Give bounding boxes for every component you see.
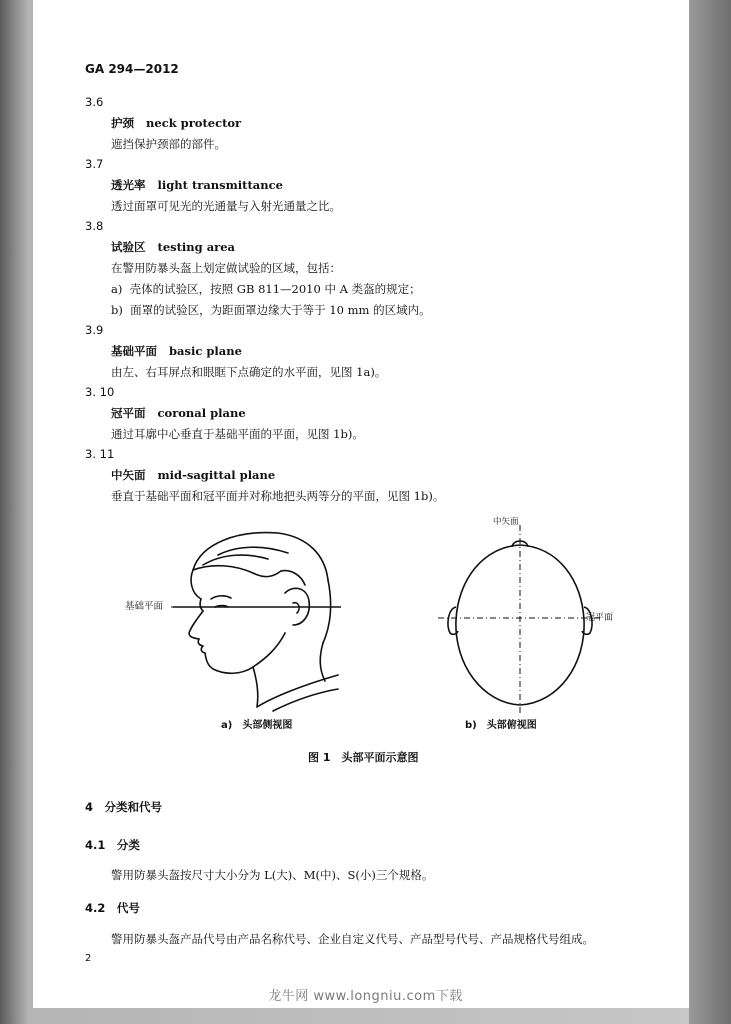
term-3-7: 透光率 light transmittance	[111, 178, 283, 192]
standard-number: GA 294—2012	[85, 62, 179, 76]
definition-3-11: 垂直于基础平面和冠平面并对称地把头两等分的平面，见图 1b)。	[111, 489, 445, 503]
label-coronal: 冠平面	[586, 613, 614, 623]
list-item-b: b) 面罩的试验区，为距面罩边缘大于等于 10 mm 的区域内。	[111, 303, 431, 317]
subcaption-a: a) 头部侧视图	[221, 720, 293, 731]
definition-3-10: 通过耳廓中心垂直于基础平面的平面，见图 1b)。	[111, 427, 364, 441]
figure-caption: 图 1 头部平面示意图	[308, 751, 419, 764]
definition-3-6: 遮挡保护颈部的部件。	[111, 137, 226, 151]
head-top-view-drawing	[428, 525, 613, 725]
term-3-8: 试验区 testing area	[111, 240, 235, 254]
chapter-4-heading: 4 分类和代号	[85, 800, 163, 814]
term-3-10: 冠平面 coronal plane	[111, 406, 246, 420]
site-watermark-footer: 龙牛网 www.longniu.com下载	[268, 989, 463, 1004]
page-number: 2	[85, 953, 92, 964]
term-3-9: 基础平面 basic plane	[111, 344, 242, 358]
section-4-1-heading: 4.1 分类	[85, 838, 140, 852]
document-page	[33, 0, 689, 1008]
basic-plane-leader	[171, 606, 181, 608]
section-3-6-number: 3.6	[85, 95, 104, 109]
subcaption-b: b) 头部俯视图	[465, 720, 537, 731]
list-item-a: a) 壳体的试验区，按照 GB 811—2010 中 A 类盔的规定；	[111, 282, 421, 296]
definition-3-7: 透过面罩可见光的光通量与入射光通量之比。	[111, 199, 341, 213]
section-3-10-number: 3. 10	[85, 385, 115, 399]
section-3-11-number: 3. 11	[85, 447, 115, 461]
section-4-1-text: 警用防暴头盔按尺寸大小分为 L(大)、M(中)、S(小)三个规格。	[111, 868, 434, 882]
head-side-view-drawing	[173, 525, 343, 715]
label-mid-sagittal: 中矢面	[493, 517, 519, 527]
definition-3-9: 由左、右耳屏点和眼眶下点确定的水平面，见图 1a)。	[111, 365, 387, 379]
section-3-9-number: 3.9	[85, 323, 104, 337]
section-3-8-number: 3.8	[85, 219, 104, 233]
section-4-2-heading: 4.2 代号	[85, 901, 140, 915]
definition-3-8: 在警用防暴头盔上划定做试验的区域，包括：	[111, 261, 341, 275]
section-4-2-text: 警用防暴头盔产品代号由产品名称代号、企业自定义代号、产品型号代号、产品规格代号组成。	[111, 932, 594, 946]
label-basic-plane: 基础平面	[125, 601, 164, 612]
term-3-11: 中矢面 mid-sagittal plane	[111, 468, 276, 482]
term-3-6: 护颈 neck protector	[111, 116, 242, 130]
section-3-7-number: 3.7	[85, 157, 104, 171]
viewer-right-shade	[689, 0, 731, 1024]
